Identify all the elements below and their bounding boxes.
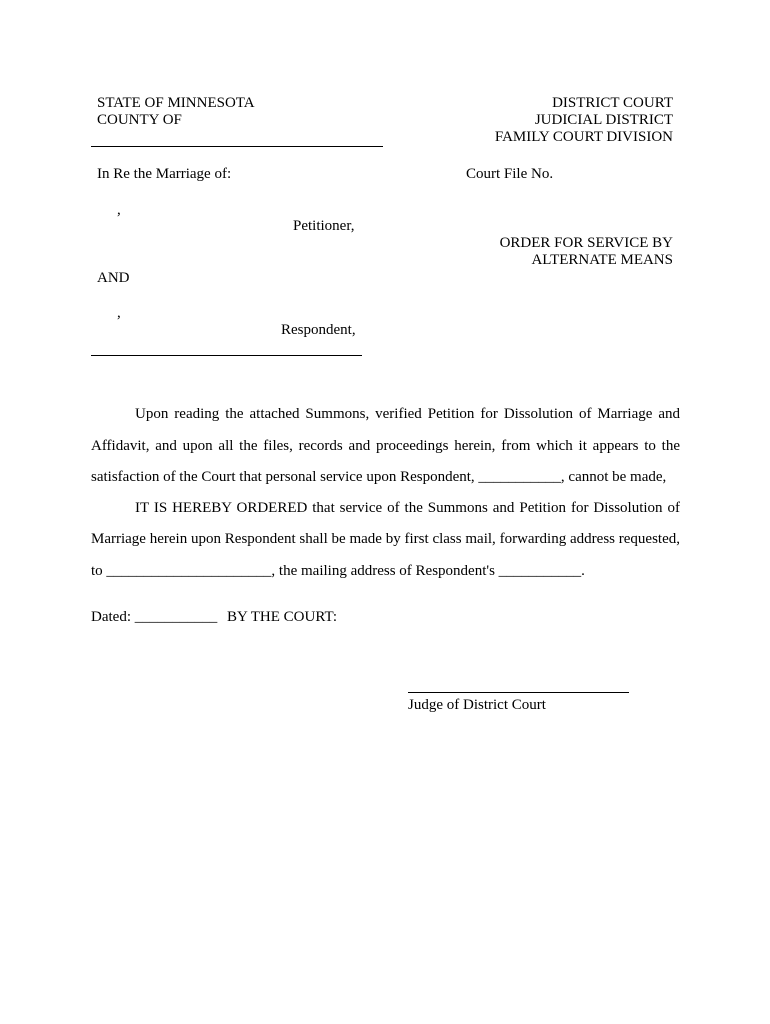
caption-bottom-rule [91, 355, 362, 356]
in-re-marriage: In Re the Marriage of: [97, 166, 232, 182]
petitioner-name-comma: , [117, 202, 121, 218]
county-label: COUNTY OF [97, 112, 182, 128]
judicial-district: JUDICIAL DISTRICT [534, 112, 673, 128]
paragraph-2-line-3: to ______________________, the mailing address of Respondent's ___________. [91, 563, 585, 579]
order-title-line2: ALTERNATE MEANS [531, 252, 673, 268]
paragraph-2-line-1: IT IS HEREBY ORDERED that service of the Summons and Petition for Dissolution of [135, 500, 680, 516]
court-name: DISTRICT COURT [552, 95, 673, 111]
county-rule [91, 146, 383, 147]
petitioner-label: Petitioner, [293, 218, 355, 234]
paragraph-1-line-2: Affidavit, and upon all the files, records and proceedings herein, from which it appears to the [91, 438, 680, 454]
judge-signature-line [408, 692, 629, 693]
order-title-line1: ORDER FOR SERVICE BY [499, 235, 673, 251]
paragraph-2-line-2: Marriage herein upon Respondent shall be made by first class mail, forwarding address requested, [91, 531, 680, 547]
respondent-label: Respondent, [281, 322, 356, 338]
by-the-court: BY THE COURT: [227, 609, 338, 625]
and-separator: AND [97, 270, 130, 286]
dated-line: Dated: ___________ [91, 609, 218, 625]
judge-title: Judge of District Court [408, 697, 546, 713]
respondent-name-comma: , [117, 305, 121, 321]
paragraph-1-line-3: satisfaction of the Court that personal service upon Respondent, ___________, cannot be made, [91, 469, 667, 485]
paragraph-1-line-1: Upon reading the attached Summons, verified Petition for Dissolution of Marriage and [135, 406, 680, 422]
court-file-number: Court File No. [466, 166, 554, 182]
court-division: FAMILY COURT DIVISION [494, 129, 673, 145]
state-name: STATE OF MINNESOTA [97, 95, 255, 111]
